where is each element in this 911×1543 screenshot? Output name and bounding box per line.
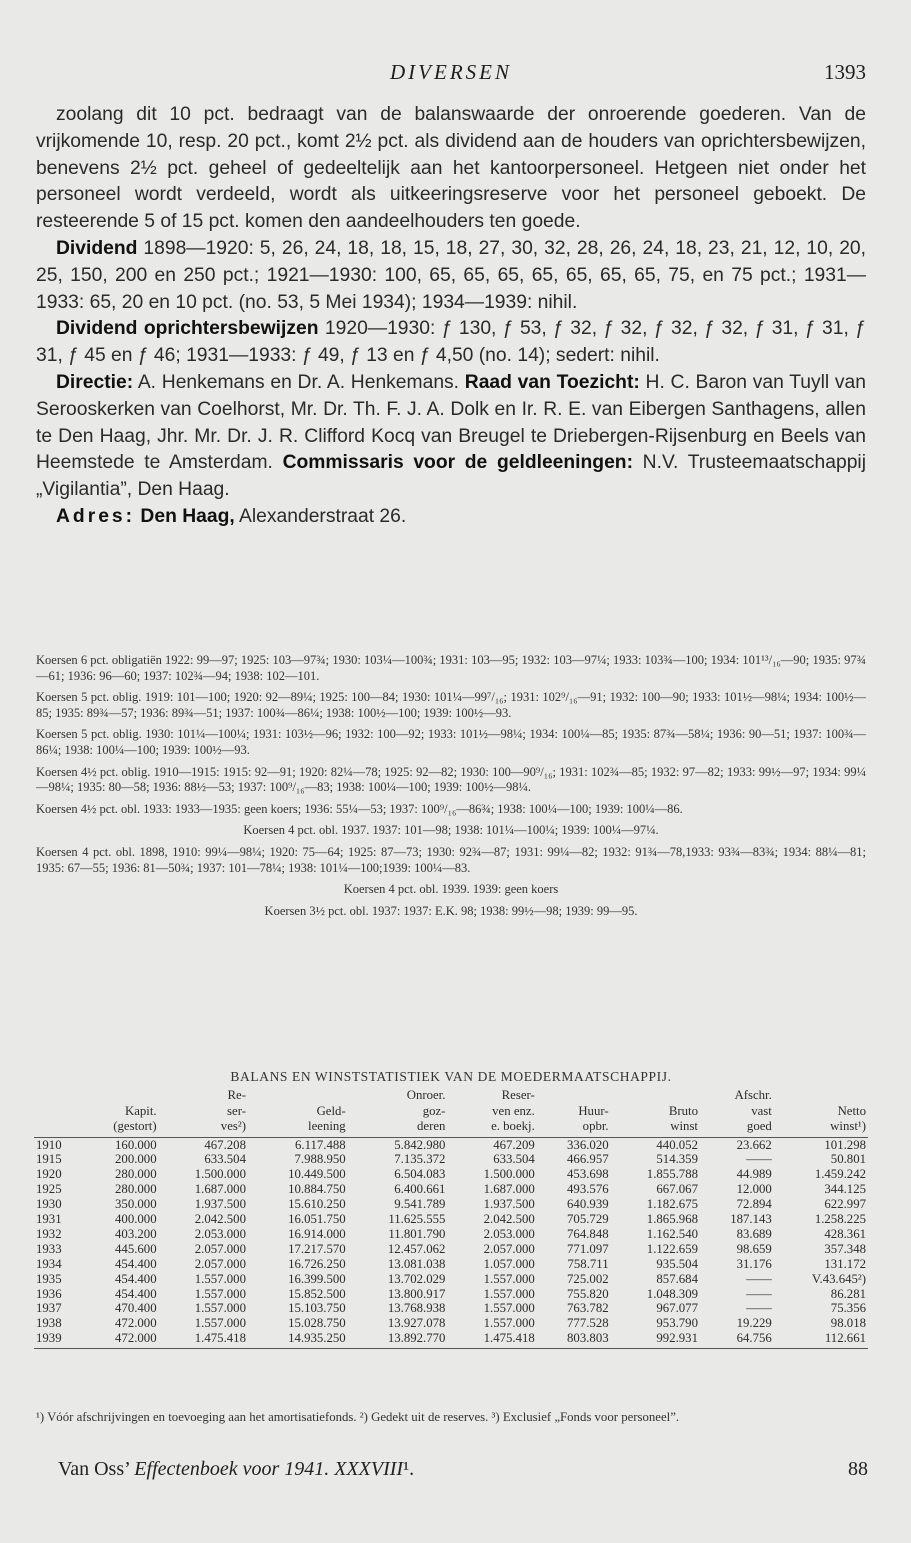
value-cell: 454.400: [115, 1271, 157, 1286]
directie-text: A. Henkemans en Dr. A. Henkemans.: [133, 371, 465, 393]
bond-quote: Koersen 4½ pct. oblig. 1910—1915: 1915: 92—91; 1920: 82¼—78; 1925: 92—82; 1930: 100—90⁹/₁₆; 1931: 102¾—85; 1932: 97—82; 1933: 99½—97; 1934: 99¼—98¼; 1935: 80—58; 1936: 88½—53; 1937: 100⁹/₁₆—83; 1938: 100¼—100; 1939: 100½—98¼.: [36, 764, 866, 795]
header-cell: Onroer.: [406, 1088, 446, 1102]
header-cell: [82, 1088, 159, 1104]
table-row: [34, 1152, 868, 1167]
paragraph-dividend: [36, 236, 866, 316]
value-cell: 992.931: [611, 1331, 700, 1348]
year-cell: 1935: [36, 1271, 62, 1286]
year-cell: 1933: [36, 1241, 62, 1256]
value-cell: ——: [746, 1271, 772, 1286]
value-cell: 428.361: [824, 1226, 866, 1241]
year-cell: 1931: [36, 1212, 62, 1227]
value-cell: 6.504.083: [394, 1167, 446, 1182]
header-cell: vast: [751, 1103, 772, 1118]
header-cell: deren: [348, 1119, 448, 1137]
value-cell: 771.097: [567, 1241, 609, 1256]
value-cell: 10.449.500: [288, 1167, 346, 1182]
value-cell: 1.500.000: [194, 1167, 246, 1182]
year-cell: 1937: [36, 1301, 62, 1316]
value-cell: 400.000: [115, 1212, 157, 1227]
value-cell: 493.576: [567, 1182, 609, 1197]
value-cell: 131.172: [824, 1256, 866, 1271]
table-row: [34, 1331, 868, 1348]
value-cell: 1.937.500: [483, 1197, 535, 1212]
value-cell: 86.281: [830, 1286, 866, 1301]
value-cell: 467.209: [493, 1137, 535, 1152]
value-cell: ——: [746, 1286, 772, 1301]
header-cell: [537, 1088, 611, 1104]
paragraph-dividend-oprichters: [36, 316, 866, 370]
value-cell: 705.729: [567, 1212, 609, 1227]
value-cell: 11.801.790: [388, 1226, 446, 1241]
table-body: [34, 1137, 868, 1349]
header-cell: e. boekj.: [447, 1119, 536, 1137]
year-cell: 1932: [36, 1226, 62, 1241]
value-cell: 857.684: [656, 1271, 698, 1286]
value-cell: 16.914.000: [288, 1226, 346, 1241]
value-cell: 2.053.000: [194, 1226, 246, 1241]
year-cell: 1910: [36, 1137, 62, 1152]
header-cell: goed: [700, 1119, 774, 1137]
footer-source: [58, 1458, 414, 1481]
value-cell: 1.258.225: [814, 1212, 866, 1227]
header-cell: Re-: [227, 1088, 246, 1102]
value-cell: 13.768.938: [387, 1301, 446, 1316]
year-cell: 1915: [36, 1152, 62, 1167]
value-cell: 15.028.750: [288, 1316, 346, 1331]
value-cell: 1.122.659: [646, 1241, 698, 1256]
value-cell: 803.803: [537, 1331, 611, 1348]
value-cell: 1.855.788: [646, 1167, 698, 1182]
header-cell: [34, 1119, 82, 1137]
value-cell: 15.103.750: [288, 1301, 346, 1316]
value-cell: 15.852.500: [288, 1286, 346, 1301]
header-cell: Huur-: [578, 1103, 609, 1118]
value-cell: 336.020: [567, 1137, 609, 1152]
year-cell: 1936: [36, 1286, 62, 1301]
dividend-label: Dividend: [56, 237, 138, 259]
value-cell: 83.689: [736, 1226, 772, 1241]
commissaris-text: N.V. Trusteemaatschappij „Vigilantia”, Den Haag.: [36, 452, 866, 501]
value-cell: 6.117.488: [294, 1137, 346, 1152]
value-cell: 467.208: [204, 1137, 246, 1152]
commissaris-label: Commissaris voor de geldleeningen:: [282, 452, 634, 474]
table-row: [34, 1242, 868, 1257]
header-cell: Netto: [837, 1103, 866, 1118]
balance-statistics-table: [34, 1088, 868, 1349]
value-cell: ——: [746, 1152, 772, 1167]
table-title: BALANS EN WINSTSTATISTIEK VAN DE MOEDERMAATSCHAPPIJ.: [230, 1069, 672, 1084]
value-cell: 1.687.000: [483, 1182, 535, 1197]
table-row: [34, 1287, 868, 1302]
year-cell: 1938: [36, 1316, 62, 1331]
value-cell: 15.610.250: [288, 1197, 346, 1212]
value-cell: 640.939: [567, 1197, 609, 1212]
value-cell: 16.399.500: [288, 1271, 346, 1286]
year-cell: 1939: [34, 1331, 82, 1348]
value-cell: 280.000: [115, 1182, 157, 1197]
value-cell: 12.457.062: [387, 1241, 446, 1256]
adres-text: Alexanderstraat 26.: [234, 505, 407, 527]
value-cell: 470.400: [115, 1301, 157, 1316]
value-cell: 2.042.500: [483, 1212, 535, 1227]
table-row: [34, 1227, 868, 1242]
value-cell: 1.557.000: [194, 1316, 246, 1331]
value-cell: 16.051.750: [288, 1212, 346, 1227]
value-cell: 19.229: [736, 1316, 772, 1331]
value-cell: 23.662: [736, 1137, 772, 1152]
bond-quote: Koersen 4 pct. obl. 1939. 1939: geen koers: [343, 882, 559, 897]
value-cell: 1.557.000: [194, 1271, 246, 1286]
section-title: DIVERSEN: [390, 60, 512, 84]
bond-quote: Koersen 4 pct. obl. 1937. 1937: 101—98; 1938: 101¼—100¼; 1939: 100¼—97¼.: [243, 823, 659, 838]
value-cell: 31.176: [736, 1256, 772, 1271]
value-cell: 1.182.675: [646, 1197, 698, 1212]
value-cell: 50.801: [830, 1152, 866, 1167]
value-cell: 453.698: [567, 1167, 609, 1182]
value-cell: 187.143: [730, 1212, 772, 1227]
header-row: [34, 1119, 868, 1137]
value-cell: 2.057.000: [483, 1241, 535, 1256]
value-cell: 13.927.078: [387, 1316, 446, 1331]
value-cell: 9.541.789: [394, 1197, 446, 1212]
table-row: [34, 1137, 868, 1152]
value-cell: 1.557.000: [483, 1301, 535, 1316]
company-description: [36, 102, 866, 531]
value-cell: 764.848: [567, 1226, 609, 1241]
value-cell: 1.475.418: [159, 1331, 248, 1348]
header-cell: goz-: [422, 1103, 446, 1118]
value-cell: 935.504: [656, 1256, 698, 1271]
value-cell: 350.000: [115, 1197, 157, 1212]
value-cell: 1.475.418: [447, 1331, 536, 1348]
value-cell: 2.042.500: [194, 1212, 246, 1227]
directie-label: Directie:: [56, 371, 134, 393]
table-row: [34, 1167, 868, 1182]
value-cell: 445.600: [115, 1241, 157, 1256]
value-cell: 44.989: [736, 1167, 772, 1182]
bond-quote: Koersen 5 pct. oblig. 1930: 101¼—100¼; 1931: 103½—96; 1932: 100—92; 1933: 101½—98¼; 1934: 100¼—85; 1935: 87¾—58¼; 1936: 90—51; 1937: 100¾—86¼; 1938: 100¼—100; 1939: 100½—93.: [36, 727, 866, 757]
table-row: [34, 1257, 868, 1272]
value-cell: 13.081.038: [387, 1256, 446, 1271]
header-cell: leening: [248, 1119, 348, 1137]
header-cell: winst: [611, 1119, 700, 1137]
value-cell: 440.052: [656, 1137, 698, 1152]
header-cell: Reser-: [501, 1088, 535, 1102]
value-cell: ——: [746, 1301, 772, 1316]
value-cell: 633.504: [493, 1152, 535, 1167]
value-cell: 763.782: [567, 1301, 609, 1316]
dividend-oprichters-label: Dividend oprichtersbewijzen: [56, 318, 319, 340]
value-cell: 454.400: [115, 1286, 157, 1301]
value-cell: 2.053.000: [483, 1226, 535, 1241]
table-header: [34, 1088, 868, 1137]
value-cell: 1.557.000: [483, 1286, 535, 1301]
paragraph-profit-distribution: zoolang dit 10 pct. bedraagt van de balanswaarde der onroerende goederen. Van de vrijkomende 10, resp. 20 pct., komt 2½ pct. als dividend aan de houders van oprichtersbewijzen, benevens 2½ pct. geheel of gedeeltelijk aan het kantoorpersoneel. Hetgeen niet onder het personeel wordt verdeeld, wordt als uitkeeringsreserve voor het personeel geboekt. De resteerende 5 of 15 pct. komen den aandeelhouders ten goede.: [36, 104, 866, 233]
value-cell: 667.067: [656, 1182, 698, 1197]
value-cell: 953.790: [656, 1316, 698, 1331]
dividend-oprichters-text: 1920—1930: ƒ 130, ƒ 53, ƒ 32, ƒ 32, ƒ 32, ƒ 32, ƒ 31, ƒ 31, ƒ 31, ƒ 45 en ƒ 46; 1931—1933: ƒ 49, ƒ 13 en ƒ 4,50 (no. 14); sedert: nihil.: [36, 318, 867, 367]
header-cell: (gestort): [82, 1119, 159, 1137]
value-cell: 16.726.250: [288, 1256, 346, 1271]
value-cell: 13.892.770: [348, 1331, 448, 1348]
value-cell: 967.077: [656, 1301, 698, 1316]
footnotes: ¹) Vóór afschrijvingen en toevoeging aan het amortisatiefonds. ²) Gedekt uit de reserves. ³) Exclusief „Fonds voor personeel”.: [36, 1410, 680, 1424]
value-cell: 755.820: [567, 1286, 609, 1301]
header-cell: Geld-: [316, 1103, 346, 1118]
value-cell: 7.988.950: [294, 1152, 346, 1167]
value-cell: 472.000: [115, 1316, 157, 1331]
table-row: [34, 1212, 868, 1227]
dividend-text: 1898—1920: 5, 26, 24, 18, 18, 15, 18, 27, 30, 32, 28, 26, 24, 18, 23, 21, 12, 10, 20, 25, 150, 200 en 250 pct.; 1921—1930: 100, 65, 65, 65, 65, 65, 65, 65, 75, en 75 pct.; 1931—1933: 65, 20 en 10 pct. (no. 53, 5 Mei 1934); 1934—1939: nihil.: [36, 237, 866, 313]
adres-label: Adres:: [56, 505, 136, 527]
value-cell: 64.756: [700, 1331, 774, 1348]
value-cell: 403.200: [115, 1226, 157, 1241]
header-cell: Kapit.: [124, 1103, 157, 1118]
value-cell: 14.935.250: [248, 1331, 348, 1348]
header-cell: [34, 1104, 82, 1120]
table-row: [34, 1301, 868, 1316]
paragraph-management: [36, 370, 866, 504]
value-cell: 10.884.750: [288, 1182, 346, 1197]
header-cell: opbr.: [537, 1119, 611, 1137]
header-cell: Bruto: [668, 1103, 698, 1118]
value-cell: 98.018: [830, 1316, 866, 1331]
value-cell: 17.217.570: [288, 1241, 346, 1256]
value-cell: 72.894: [736, 1197, 772, 1212]
footer-book-title: Effectenboek voor 1941. XXXVIII: [134, 1458, 404, 1480]
header-cell: Afschr.: [734, 1088, 772, 1102]
value-cell: 777.528: [567, 1316, 609, 1331]
value-cell: 1.557.000: [194, 1301, 246, 1316]
bond-quote: Koersen 4½ pct. obl. 1933: 1933—1935: geen koers; 1936: 55¼—53; 1937: 100⁹/₁₆—86¾; 1938: 100¼—100; 1939: 100¼—86.: [36, 801, 683, 816]
footer-suffix: ¹.: [403, 1458, 415, 1480]
value-cell: 514.359: [656, 1152, 698, 1167]
value-cell: 466.957: [567, 1152, 609, 1167]
value-cell: 2.057.000: [194, 1241, 246, 1256]
header-cell: [34, 1088, 82, 1104]
value-cell: 758.711: [567, 1256, 609, 1271]
header-cell: winst¹): [774, 1119, 868, 1137]
value-cell: 1.162.540: [646, 1226, 698, 1241]
value-cell: 160.000: [115, 1137, 157, 1152]
value-cell: 112.661: [774, 1331, 868, 1348]
value-cell: 1.557.000: [483, 1271, 535, 1286]
value-cell: 1.459.242: [814, 1167, 866, 1182]
paragraph-address: [36, 504, 866, 531]
value-cell: 1.048.309: [646, 1286, 698, 1301]
table-row: [34, 1316, 868, 1331]
year-cell: 1925: [36, 1182, 62, 1197]
value-cell: 1.057.000: [483, 1256, 535, 1271]
header-cell: ser-: [227, 1103, 246, 1118]
year-cell: 1930: [36, 1197, 62, 1212]
value-cell: 725.002: [567, 1271, 609, 1286]
value-cell: 11.625.555: [388, 1212, 446, 1227]
value-cell: 98.659: [736, 1241, 772, 1256]
year-cell: 1920: [36, 1167, 62, 1182]
value-cell: 2.057.000: [194, 1256, 246, 1271]
bond-quote: Koersen 4 pct. obl. 1898, 1910: 99¼—98¼; 1920: 75—64; 1925: 87—73; 1930: 92¾—87; 1931: 99¼—82; 1932: 91¾—78,1933: 93¾—83¾; 1934: 88¼—81; 1935: 67—55; 1936: 81—50¾; 1937: 101—78¼; 1938: 101¼—100;1939: 100¼—83.: [36, 844, 866, 875]
table-row: [34, 1272, 868, 1287]
footer-prefix: Van Oss’: [58, 1458, 135, 1480]
header-cell: [611, 1088, 700, 1104]
value-cell: 1.865.968: [646, 1212, 698, 1227]
value-cell: 622.997: [824, 1197, 866, 1212]
page-number: 1393: [824, 60, 866, 84]
raad-label: Raad van Toezicht:: [464, 371, 640, 393]
value-cell: 1.687.000: [194, 1182, 246, 1197]
value-cell: 12.000: [736, 1182, 772, 1197]
value-cell: 344.125: [824, 1182, 866, 1197]
running-footer: [58, 1458, 868, 1484]
value-cell: 5.842.980: [394, 1137, 446, 1152]
header-cell: ven enz.: [492, 1103, 535, 1118]
raad-text: H. C. Baron van Tuyll van Serooskerken van Coelhorst, Mr. Dr. Th. F. J. A. Dolk en Ir. R. E. van Eibergen Santhagens, allen te Den Haag, Jhr. Mr. Dr. J. R. Clifford Kocq van Breugel te Driebergen-Rijsenburg en Beels van Heemstede te Amsterdam.: [36, 371, 866, 474]
adres-city: Den Haag,: [135, 505, 235, 527]
value-cell: 6.400.661: [394, 1182, 446, 1197]
bond-quotes: [36, 653, 866, 925]
table-row: [34, 1197, 868, 1212]
running-header: [36, 60, 866, 90]
header-cell: [248, 1088, 348, 1104]
value-cell: 75.356: [830, 1301, 866, 1316]
value-cell: 101.298: [824, 1137, 866, 1152]
value-cell: 13.800.917: [387, 1286, 446, 1301]
value-cell: 454.400: [115, 1256, 157, 1271]
value-cell: 1.557.000: [483, 1316, 535, 1331]
value-cell: 633.504: [204, 1152, 246, 1167]
header-cell: ves²): [159, 1119, 248, 1137]
value-cell: 1.557.000: [194, 1286, 246, 1301]
header-cell: [774, 1088, 868, 1104]
value-cell: V.43.645²): [811, 1271, 866, 1286]
value-cell: 13.702.029: [387, 1271, 446, 1286]
footer-sheet-number: 88: [848, 1458, 868, 1480]
value-cell: 472.000: [82, 1331, 159, 1348]
value-cell: 200.000: [115, 1152, 157, 1167]
header-row: [34, 1088, 868, 1104]
table-row: [34, 1182, 868, 1197]
value-cell: 1.937.500: [194, 1197, 246, 1212]
value-cell: 7.135.372: [394, 1152, 446, 1167]
year-cell: 1934: [36, 1256, 62, 1271]
value-cell: 280.000: [115, 1167, 157, 1182]
bond-quote: Koersen 5 pct. oblig. 1919: 101—100; 1920: 92—89¼; 1925: 100—84; 1930: 101¼—99⁷/₁₆; 1931: 102⁹/₁₆—91; 1932: 100—90; 1933: 101½—98¼; 1934: 100½—85; 1935: 89¾—57; 1936: 89¾—51; 1937: 100¾—86¼; 1938: 100½—100; 1939: 100½—93.: [36, 690, 866, 720]
value-cell: 1.500.000: [483, 1167, 535, 1182]
bond-quote: Koersen 3½ pct. obl. 1937: 1937: E.K. 98; 1938: 99½—98; 1939: 99—95.: [264, 903, 638, 918]
value-cell: 357.348: [824, 1241, 866, 1256]
header-row: [34, 1104, 868, 1120]
bond-quote: Koersen 6 pct. obligatiën 1922: 99—97; 1925: 103—97¾; 1930: 103¼—100¾; 1931: 103—95; 1932: 103—97¼; 1933: 103¾—100; 1934: 101¹³/₁₆—90; 1935: 97¾—61; 1936: 96—60; 1937: 102¾—94; 1938: 102—101.: [36, 653, 866, 683]
